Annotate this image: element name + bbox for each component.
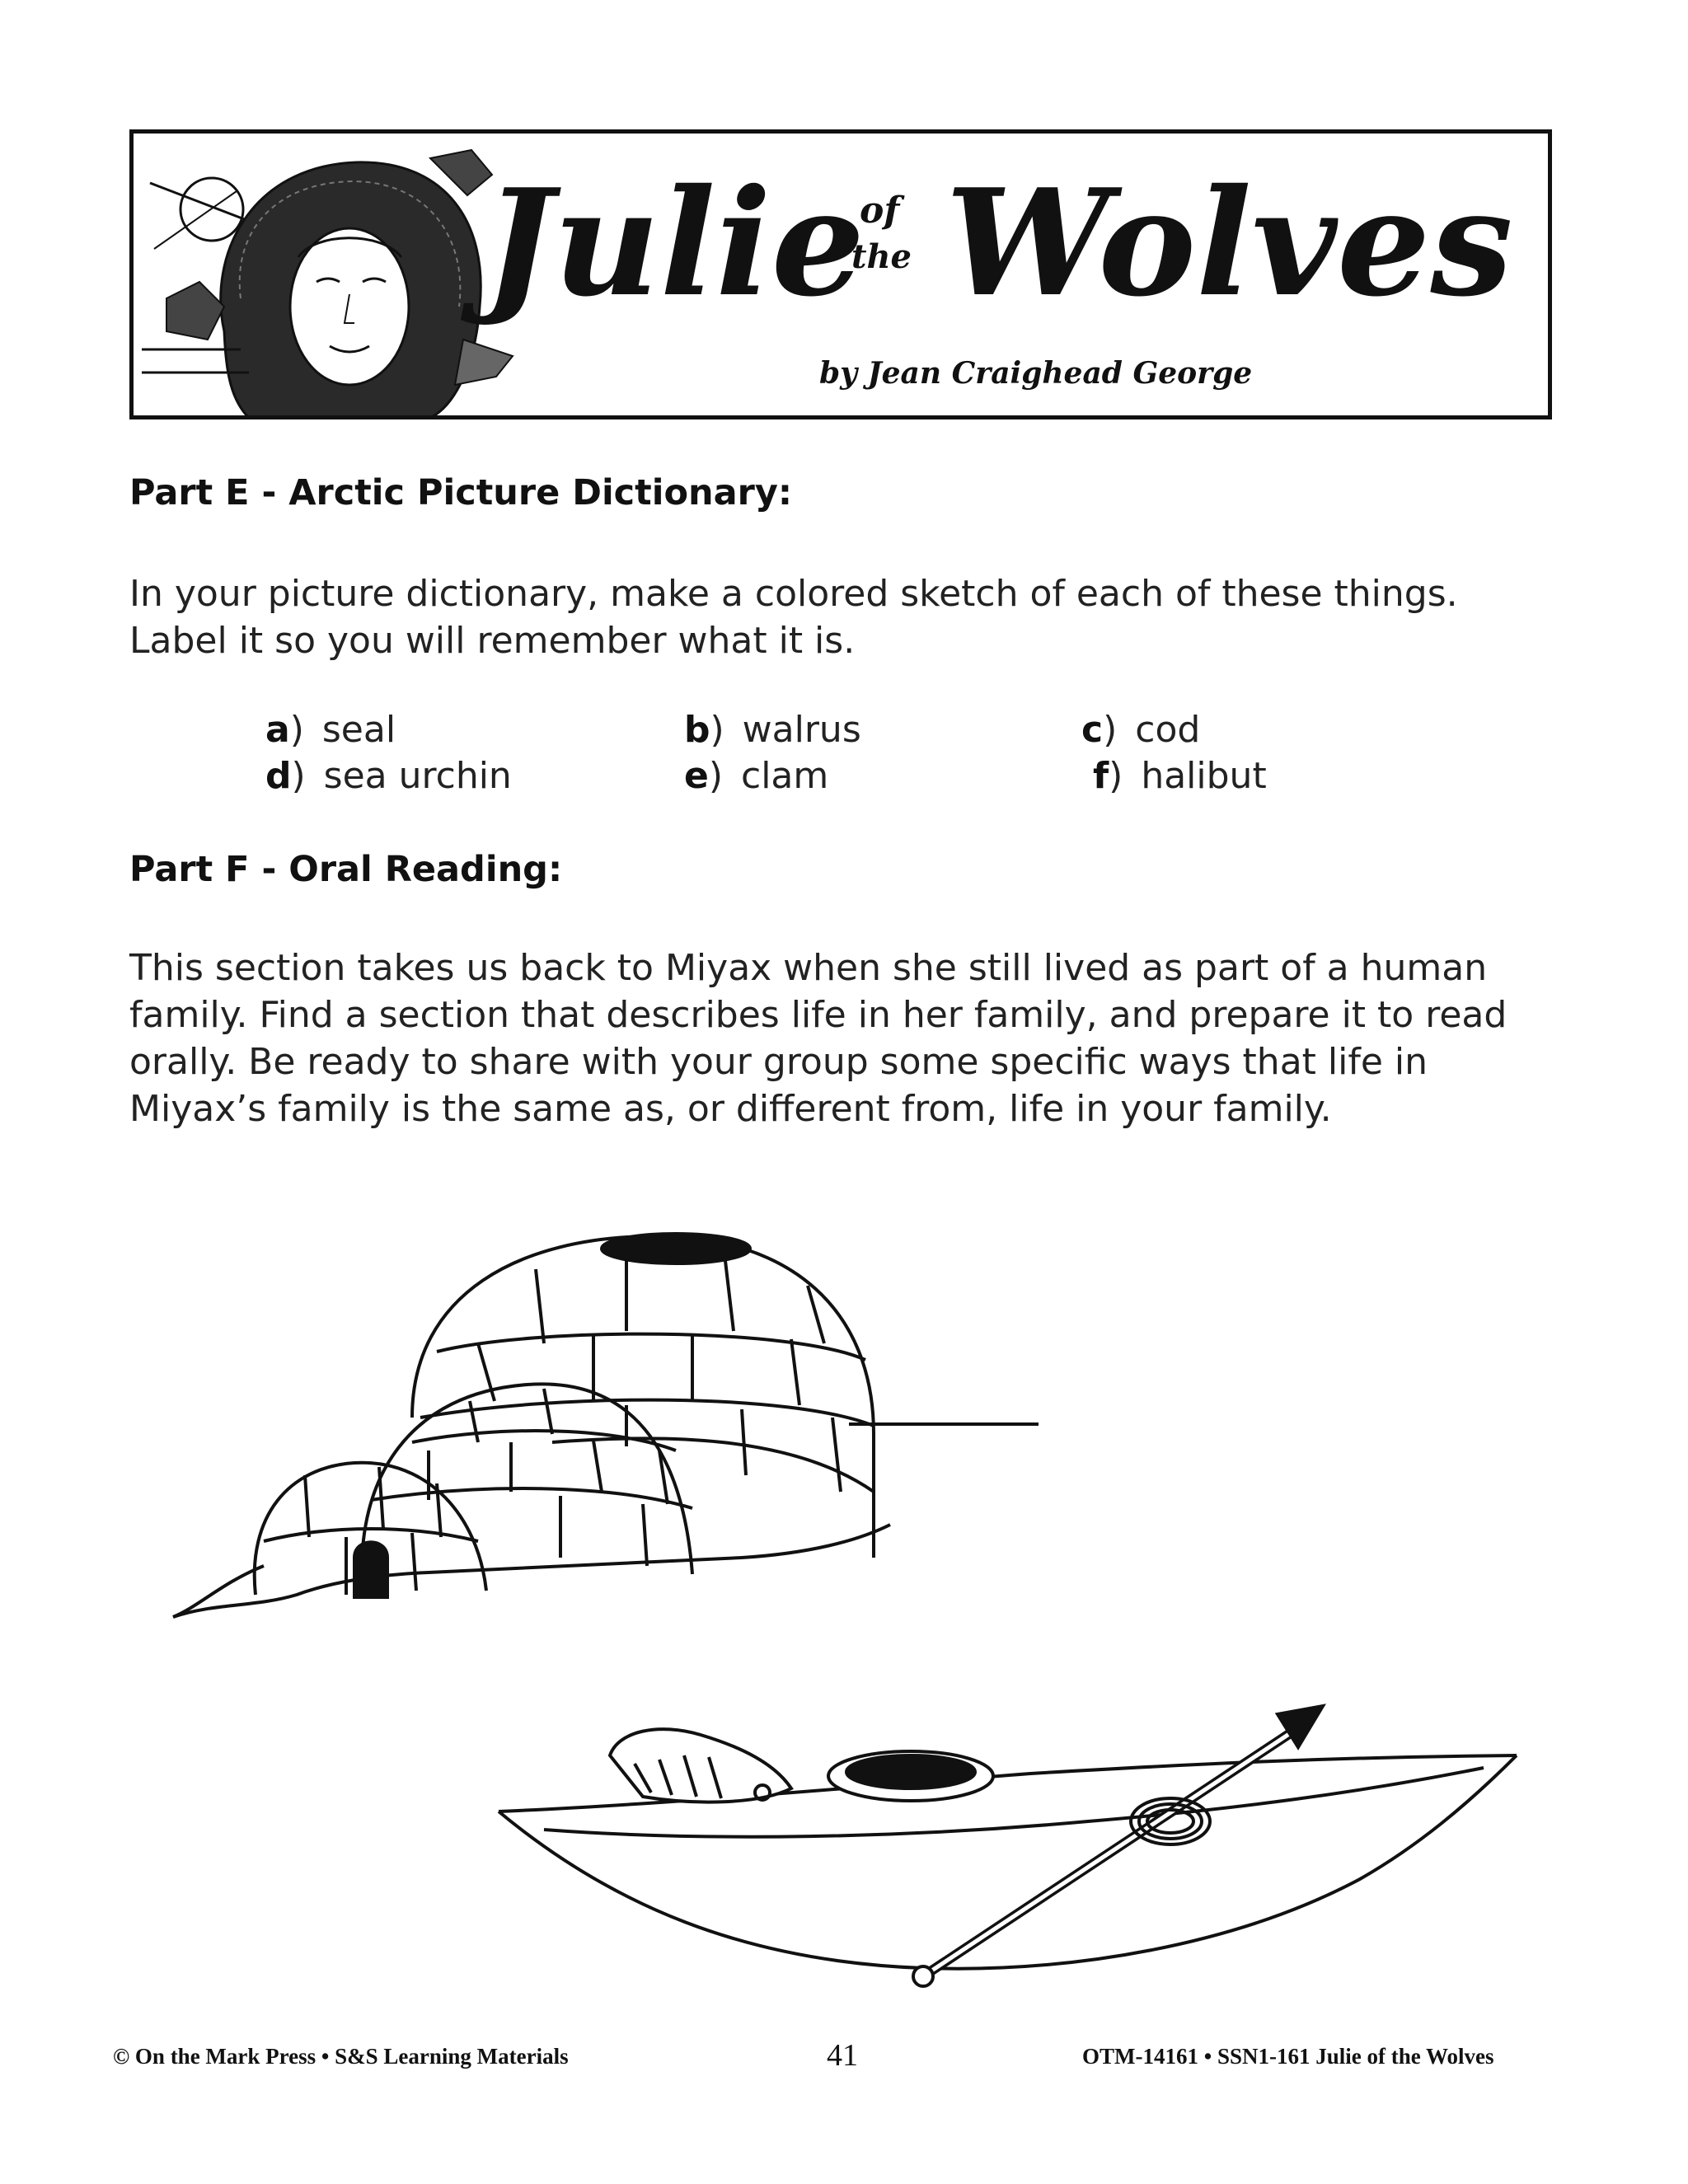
part-f-heading: Part F - Oral Reading: bbox=[129, 849, 563, 890]
title-banner bbox=[129, 129, 1552, 419]
body-line: family. Find a section that describes life in her family, and prepare it to read bbox=[129, 994, 1507, 1036]
instruction-line: In your picture dictionary, make a colored sketch of each of these things. bbox=[129, 573, 1458, 615]
kayak-icon bbox=[495, 1698, 1525, 2027]
title-word-of: of bbox=[860, 190, 900, 232]
item-word: seal bbox=[321, 709, 396, 751]
list-item: f) halibut bbox=[1093, 755, 1267, 797]
page-number: 41 bbox=[827, 2038, 858, 2073]
title-word-the: the bbox=[851, 237, 912, 276]
list-item: c) cod bbox=[1081, 709, 1201, 751]
item-letter: d bbox=[265, 755, 292, 797]
author-byline: by Jean Craighead George bbox=[819, 356, 1253, 391]
portrait-illustration bbox=[134, 134, 529, 419]
body-line: This section takes us back to Miyax when she still lived as part of a human bbox=[129, 947, 1488, 989]
igloo-icon bbox=[165, 1228, 1055, 1648]
item-letter: b bbox=[684, 709, 710, 751]
dictionary-word-list bbox=[0, 709, 1688, 808]
list-item: e) clam bbox=[684, 755, 829, 797]
title-word-wolves: Wolves bbox=[945, 157, 1513, 329]
item-letter: c bbox=[1081, 709, 1104, 751]
item-word: sea urchin bbox=[323, 755, 512, 797]
body-line: Miyax’s family is the same as, or different from, life in your family. bbox=[129, 1088, 1332, 1130]
list-item: d) sea urchin bbox=[265, 755, 512, 797]
item-word: halibut bbox=[1141, 755, 1267, 797]
body-line: orally. Be ready to share with your group some specific ways that life in bbox=[129, 1041, 1428, 1083]
item-letter: f bbox=[1093, 755, 1109, 797]
item-letter: a bbox=[265, 709, 290, 751]
list-item: b) walrus bbox=[684, 709, 861, 751]
instruction-line: Label it so you will remember what it is. bbox=[129, 620, 856, 662]
footer-product-code: OTM-14161 • SSN1-161 Julie of the Wolves bbox=[1082, 2044, 1494, 2069]
part-e-heading: Part E - Arctic Picture Dictionary: bbox=[129, 472, 793, 513]
item-word: walrus bbox=[742, 709, 861, 751]
list-item: a) seal bbox=[265, 709, 396, 751]
part-f-body bbox=[129, 944, 1580, 1132]
part-e-instructions bbox=[129, 570, 1580, 664]
item-letter: e bbox=[684, 755, 709, 797]
item-word: clam bbox=[741, 755, 829, 797]
item-word: cod bbox=[1135, 709, 1201, 751]
footer-copyright: © On the Mark Press • S&S Learning Materials bbox=[113, 2044, 569, 2069]
title-word-julie: Julie bbox=[484, 157, 865, 329]
